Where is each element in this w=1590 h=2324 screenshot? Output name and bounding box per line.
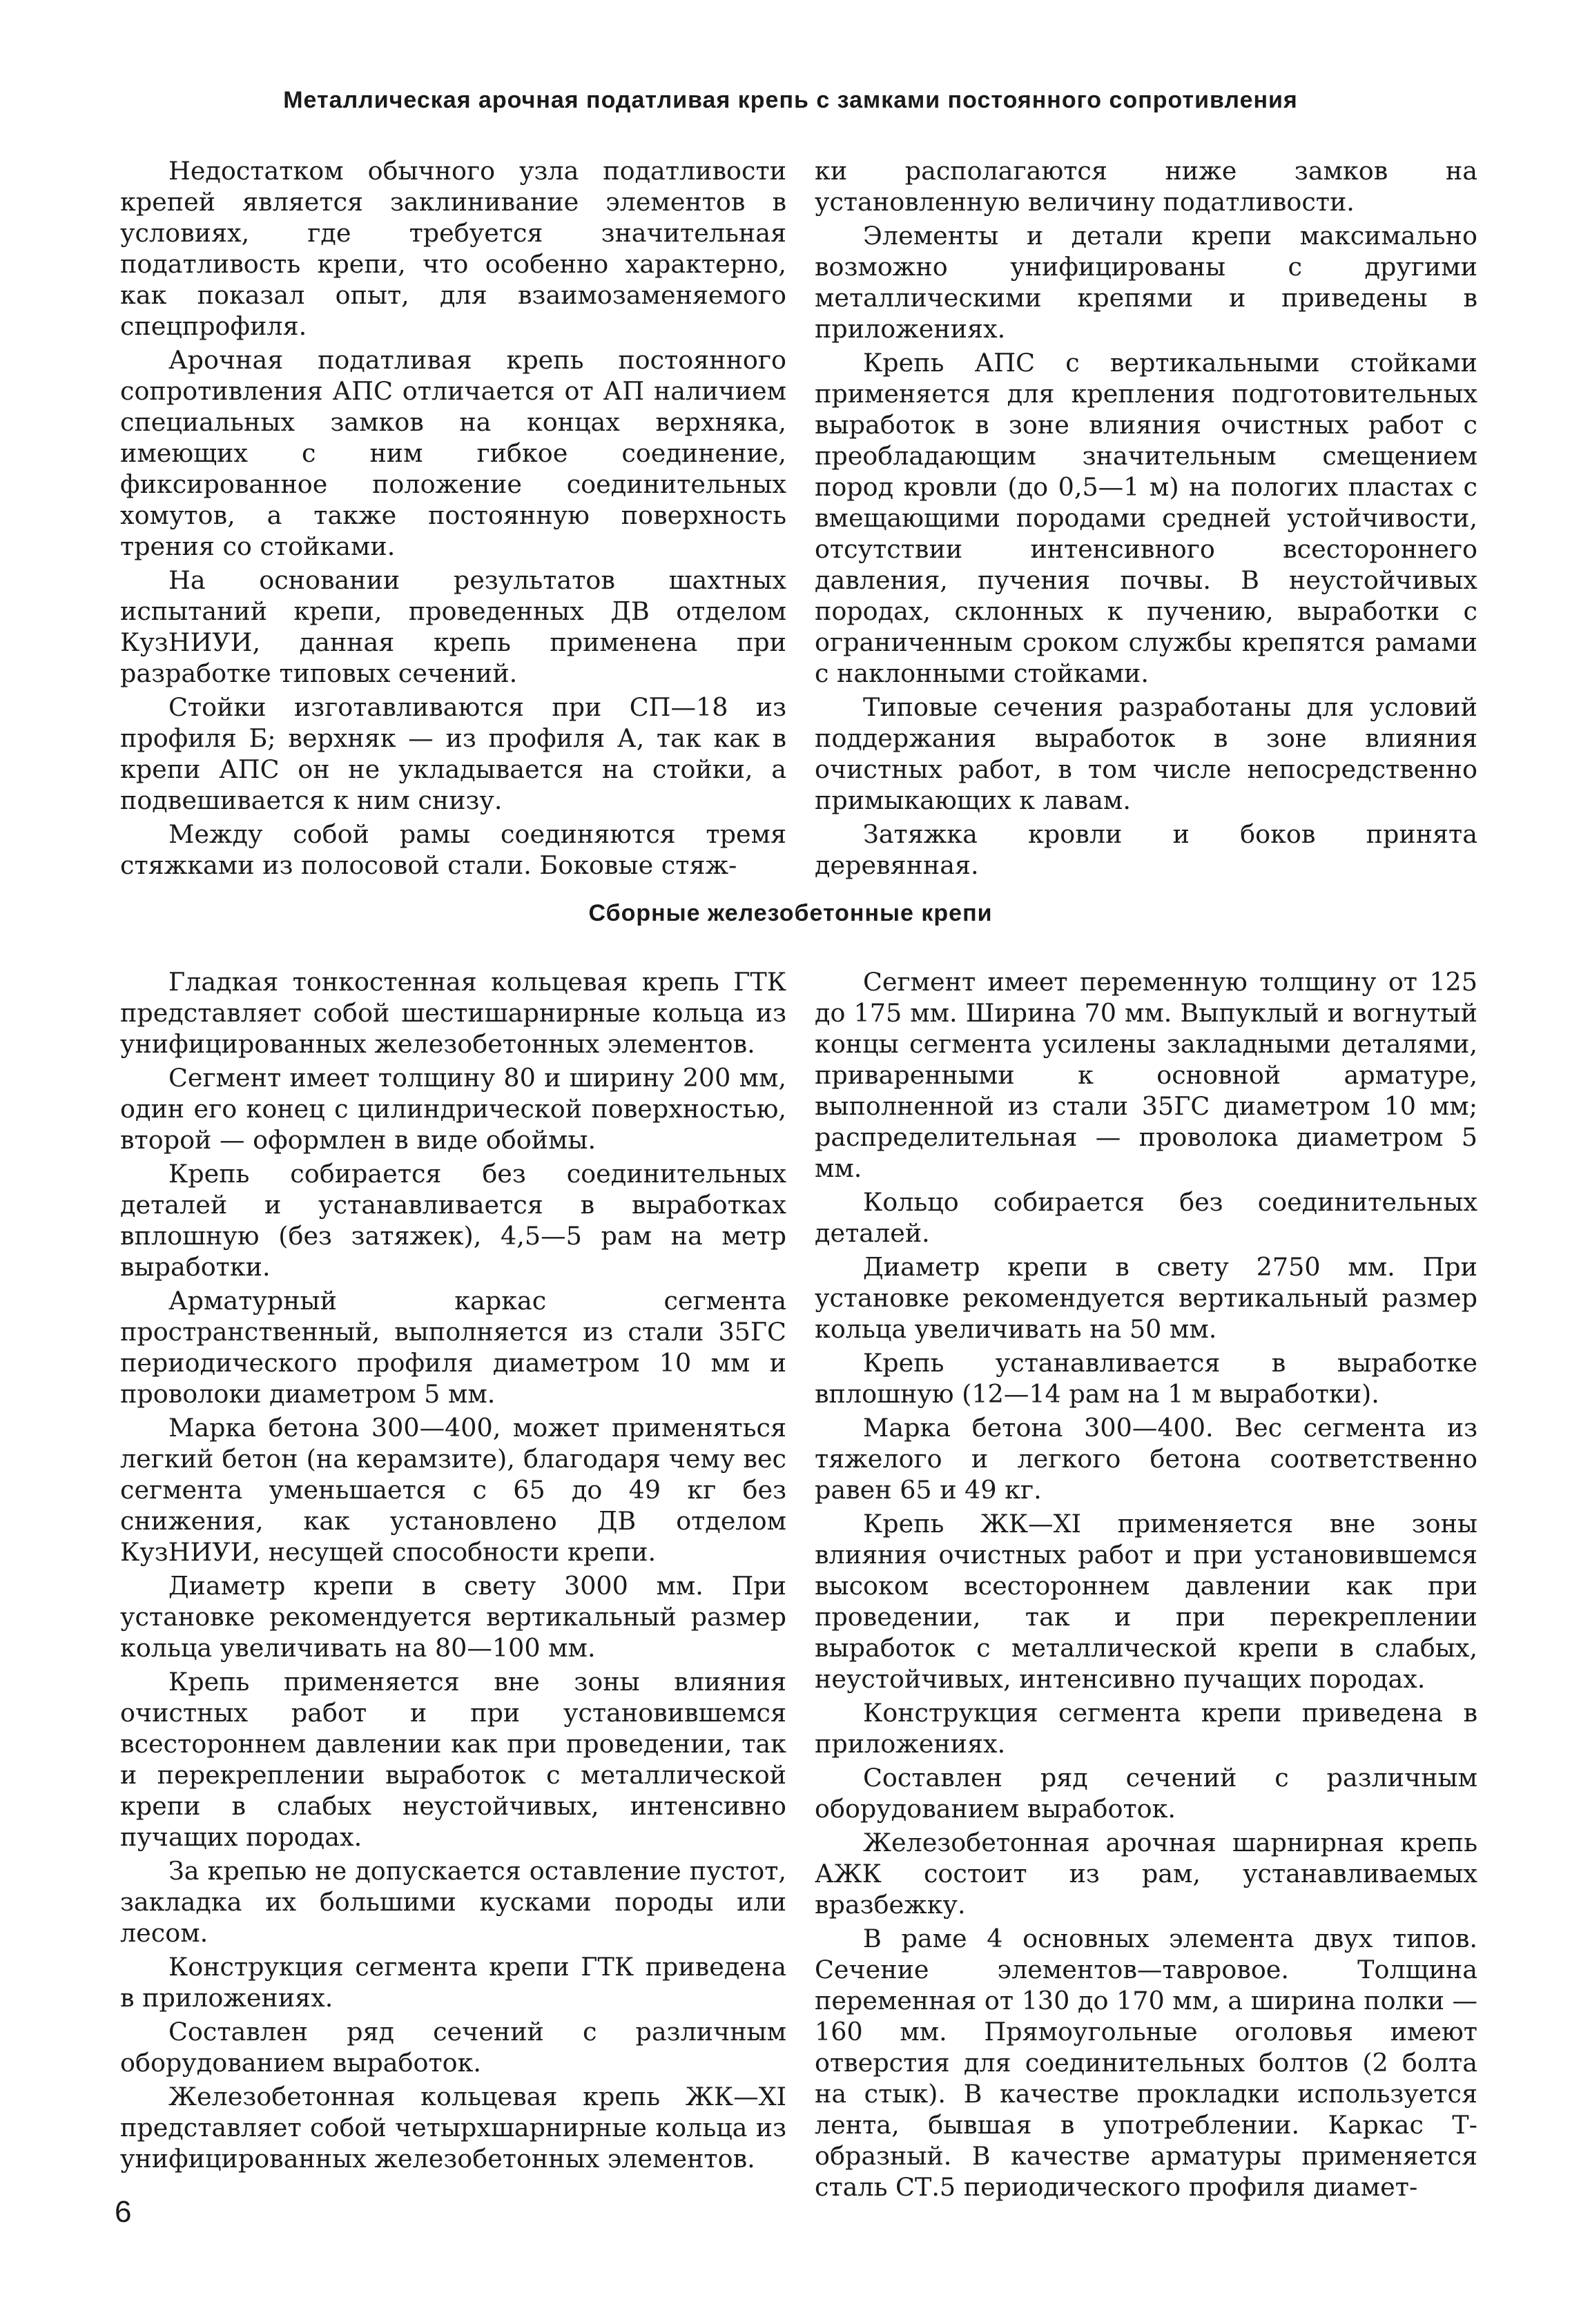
paragraph: Элементы и детали крепи максимально возможно унифицированы с другими металлическими крепями и приведены в приложениях. — [815, 221, 1477, 344]
paragraph: Между собой рамы соединяются тремя стяжками из полосовой стали. Боковые стяж- — [120, 819, 786, 880]
paragraph: За крепью не допускается оставление пустот, закладка их большими кусками породы или лесом. — [120, 1856, 786, 1948]
paragraph: Диаметр крепи в свету 2750 мм. При установке рекомендуется вертикальный размер кольца увеличивать на 50 мм. — [815, 1252, 1477, 1344]
section2-right-column — [815, 966, 1477, 2205]
section-heading-metal-arch-support: Металлическая арочная податливая крепь с замками постоянного сопротивления — [283, 87, 1298, 113]
paragraph: Крепь собирается без соединительных деталей и устанавливается в выработках вплошную (без затяжек), 4,5—5 рам на метр выработки. — [120, 1159, 786, 1282]
paragraph: Конструкция сегмента крепи ГТК приведена в приложениях. — [120, 1952, 786, 2013]
paragraph: Крепь применяется вне зоны влияния очистных работ и при установившемся всестороннем давлении как при проведении, так и перекреплении выработок с металлической крепи в слабых неустойчивых, интенсивно пучащих породах. — [120, 1667, 786, 1852]
paragraph: Железобетонная кольцевая крепь ЖК—XI представляет собой четырхшарнирные кольца из унифицированных железобетонных элементов. — [120, 2082, 786, 2174]
paragraph: Составлен ряд сечений с различным оборудованием выработок. — [120, 2017, 786, 2078]
paragraph: Крепь устанавливается в выработке вплошную (12—14 рам на 1 м выработки). — [815, 1348, 1477, 1409]
paragraph: Составлен ряд сечений с различным оборудованием выработок. — [815, 1763, 1477, 1824]
page-number: 6 — [115, 2195, 132, 2229]
paragraph: Крепь АПС с вертикальными стойками применяется для крепления подготовительных выработок в зоне влияния очистных работ с преобладающим значительным смещением пород кровли (до 0,5—1 м) на пологих пластах с вмещающими породами средней устойчивости, отсутствии интенсивного всестороннего давления, пучения почвы. В неустойчивых породах, склонных к пучению, выработки с ограниченным сроком службы крепятся рамами с наклонными стойками. — [815, 348, 1477, 688]
paragraph: Марка бетона 300—400, может применяться легкий бетон (на керамзите), благодаря чему вес сегмента уменьшается с 65 до 49 кг без снижения, как установлено ДВ отделом КузНИУИ, несущей способности крепи. — [120, 1413, 786, 1567]
paragraph: Недостатком обычного узла податливости крепей является заклинивание элементов в условиях, где требуется значительная податливость крепи, что особенно характерно, как показал опыт, для взаимозаменяемого спецпрофиля. — [120, 156, 786, 341]
paragraph: Гладкая тонкостенная кольцевая крепь ГТК представляет собой шестишарнирные кольца из унифицированных железобетонных элементов. — [120, 967, 786, 1059]
section1-right-column — [815, 155, 1477, 883]
paragraph: Арочная податливая крепь постоянного сопротивления АПС отличается от АП наличием специальных замков на концах верхняка, имеющих с ним гибкое соединение, фиксированное положение соединительных хомутов, а также постоянную поверхность трения со стойками. — [120, 345, 786, 561]
paragraph-continuation: ки располагаются ниже замков на установленную величину податливости. — [815, 156, 1477, 217]
paragraph: Железобетонная арочная шарнирная крепь АЖК состоит из рам, устанавливаемых вразбежку. — [815, 1828, 1477, 1920]
paragraph: Кольцо собирается без соединительных деталей. — [815, 1187, 1477, 1248]
paragraph: Сегмент имеет переменную толщину от 125 до 175 мм. Ширина 70 мм. Выпуклый и вогнутый концы сегмента усилены закладными деталями, приваренными к основной арматуре, выполненной из стали 35ГС диаметром 10 мм; распределительная — проволока диаметром 5 мм. — [815, 967, 1477, 1183]
paragraph: Затяжка кровли и боков принята деревянная. — [815, 819, 1477, 880]
paragraph: Типовые сечения разработаны для условий поддержания выработок в зоне влияния очистных работ, в том числе непосредственно примыкающих к лавам. — [815, 692, 1477, 815]
paragraph: Арматурный каркас сегмента пространственный, выполняется из стали 35ГС периодического профиля диаметром 10 мм и проволоки диаметром 5 мм. — [120, 1286, 786, 1409]
paragraph: Диаметр крепи в свету 3000 мм. При установке рекомендуется вертикальный размер кольца увеличивать на 80—100 мм. — [120, 1571, 786, 1663]
paragraph: Крепь ЖК—XI применяется вне зоны влияния очистных работ и при установившемся высоком всестороннем давлении как при проведении, так и при перекреплении выработок с металлической крепи в слабых, неустойчивых, интенсивно пучащих породах. — [815, 1509, 1477, 1694]
paragraph: Марка бетона 300—400. Вес сегмента из тяжелого и легкого бетона соответственно равен 65 и 49 кг. — [815, 1413, 1477, 1505]
section2-left-column — [120, 966, 786, 2177]
paragraph: На основании результатов шахтных испытаний крепи, проведенных ДВ отделом КузНИУИ, данная крепь применена при разработке типовых сечений. — [120, 565, 786, 688]
paragraph: В раме 4 основных элемента двух типов. Сечение элементов—тавровое. Толщина переменная от 130 до 170 мм, а ширина полки — 160 мм. Прямоугольные оголовья имеют отверстия для соединительных болтов (2 болта на стык). В качестве прокладки используется лента, бывшая в употреблении. Каркас Т-образный. В качестве арматуры применяется сталь СТ.5 периодического профиля диамет- — [815, 1924, 1478, 2202]
section1-left-column — [120, 155, 786, 883]
paragraph: Конструкция сегмента крепи приведена в приложениях. — [815, 1698, 1477, 1759]
paragraph: Сегмент имеет толщину 80 и ширину 200 мм, один его конец с цилиндрической поверхностью, второй — оформлен в виде обоймы. — [120, 1063, 786, 1155]
paragraph: Стойки изготавливаются при СП—18 из профиля Б; верхняк — из профиля А, так как в крепи АПС он не укладывается на стойки, а подвешивается к ним снизу. — [120, 692, 786, 815]
section-heading-precast-concrete-supports: Сборные железобетонные крепи — [588, 900, 993, 926]
